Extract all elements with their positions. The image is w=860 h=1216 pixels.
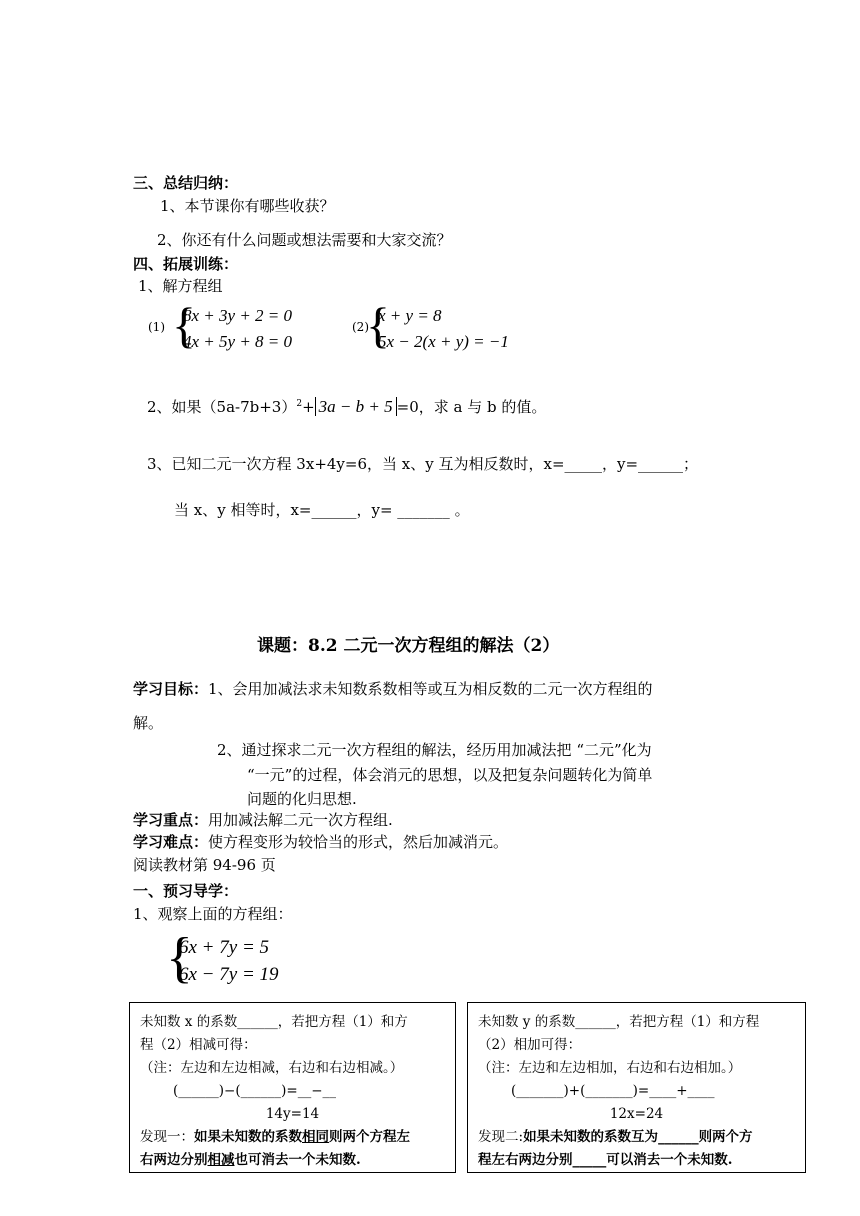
learning-focus-text: 用加减法解二元一次方程组. bbox=[208, 811, 393, 829]
addition-box-line-2: （2）相加可得： bbox=[478, 1037, 582, 1053]
addition-box-line-1 bbox=[478, 1011, 795, 1034]
discovery-2-blank-2[interactable]: _____ bbox=[572, 1152, 607, 1168]
system-2-eq1: x + y = 8 bbox=[378, 306, 442, 325]
subtraction-box-line-2: 程（2）相减可得： bbox=[140, 1037, 257, 1053]
subtraction-box bbox=[129, 1002, 456, 1173]
discovery-1-text-d: 也可消去一个未知数. bbox=[234, 1152, 361, 1168]
system-1-eq2: 4x + 5y + 8 = 0 bbox=[183, 332, 293, 351]
discovery-2-label: 发现二: bbox=[478, 1129, 524, 1145]
learning-difficulty bbox=[133, 833, 508, 851]
exercise-2 bbox=[147, 397, 546, 417]
subtraction-box-result: 14y=14 bbox=[265, 1106, 320, 1122]
discovery-1-underlined-2: 相减 bbox=[207, 1152, 235, 1168]
learning-goal-2-line-1: 2、通过探求二元一次方程组的解法，经历用加减法把 “二元”化为 bbox=[217, 741, 652, 759]
lesson-title: 课题：8.2 二元一次方程组的解法（2） bbox=[257, 636, 560, 656]
system-1-label: (1) bbox=[148, 320, 165, 334]
system-2-label: (2) bbox=[352, 320, 369, 334]
learning-goal-label: 学习目标： bbox=[133, 680, 209, 698]
discovery-2-text-b: 则两个方 bbox=[698, 1129, 753, 1145]
preview-heading: 一、预习导学： bbox=[133, 882, 239, 900]
observed-eq1: 6x + 7y = 5 bbox=[179, 937, 270, 958]
addition-box-text-a: 未知数 y 的系数 bbox=[478, 1014, 576, 1030]
learning-focus bbox=[133, 811, 393, 829]
addition-box-discovery-cont bbox=[478, 1149, 795, 1172]
system-2-brace: { bbox=[366, 297, 390, 353]
subtraction-box-formula[interactable]: (______)−(______)=__−__ bbox=[173, 1083, 337, 1099]
observed-eq2: 6x − 7y = 19 bbox=[179, 964, 279, 985]
exercise-2-text-b: =0，求 a 与 b 的值。 bbox=[396, 398, 547, 416]
observed-system-brace: { bbox=[166, 927, 193, 989]
subtraction-box-text-a: 未知数 x 的系数 bbox=[140, 1014, 238, 1030]
learning-focus-label: 学习重点： bbox=[133, 811, 209, 829]
subtraction-box-note: （注：左边和左边相减，右边和右边相减。） bbox=[140, 1060, 404, 1076]
exercise-2-exponent: 2 bbox=[296, 399, 303, 409]
discovery-2-text-d: 可以消去一个未知数. bbox=[606, 1152, 733, 1168]
learning-goal-1 bbox=[133, 680, 653, 698]
subtraction-box-blank[interactable]: ______ bbox=[237, 1014, 278, 1030]
exercise-3-line-1: 3、已知二元一次方程 3x+4y=6，当 x、y 互为相反数时，x=_____，y=______； bbox=[147, 455, 699, 473]
reading-assignment: 阅读教材第 94-96 页 bbox=[133, 856, 276, 874]
discovery-2-blank[interactable]: ______ bbox=[658, 1129, 699, 1145]
subtraction-box-line-1 bbox=[140, 1011, 445, 1034]
addition-box-formula[interactable]: (_______)+(_______)=____+____ bbox=[511, 1083, 715, 1099]
addition-box-result: 12x=24 bbox=[609, 1106, 664, 1122]
learning-goal-2-line-2: “一元”的过程，体会消元的思想，以及把复杂问题转化为简单 bbox=[247, 766, 653, 784]
learning-difficulty-text: 使方程变形为较恰当的形式，然后加减消元。 bbox=[208, 833, 509, 851]
exercise-2-absolute: 3a − b + 5 bbox=[315, 397, 397, 416]
discovery-2-text-c: 程左右两边分别 bbox=[478, 1152, 573, 1168]
system-2-eq2: 5x − 2(x + y) = −1 bbox=[378, 332, 509, 351]
discovery-1-label: 发现一： bbox=[140, 1129, 194, 1145]
subtraction-box-discovery-cont bbox=[140, 1149, 445, 1172]
addition-box-blank[interactable]: ______ bbox=[575, 1014, 616, 1030]
addition-box-note: （注：左边和左边相加，右边和右边相加。） bbox=[478, 1060, 742, 1076]
discovery-2-text-a: 如果未知数的系数互为 bbox=[523, 1129, 659, 1145]
learning-goal-2-line-3: 问题的化归思想. bbox=[247, 790, 357, 808]
discovery-1-text-a: 如果未知数的系数 bbox=[194, 1129, 302, 1145]
observe-instruction: 1、观察上面的方程组： bbox=[133, 905, 293, 923]
subtraction-box-discovery bbox=[140, 1126, 445, 1149]
learning-goal-1-cont: 解。 bbox=[133, 714, 164, 732]
section-heading-extension: 四、拓展训练： bbox=[133, 255, 239, 273]
section-heading-summary: 三、总结归纳： bbox=[133, 174, 239, 192]
discovery-1-underlined: 相同 bbox=[302, 1129, 329, 1145]
discovery-1-text-c: 右两边分别 bbox=[140, 1152, 208, 1168]
learning-goal-1-text: 1、会用加减法求未知数系数相等或互为相反数的二元一次方程组的 bbox=[208, 680, 653, 698]
subtraction-box-text-b: ，若把方程（1）和方 bbox=[277, 1014, 408, 1030]
addition-box-text-b: ，若把方程（1）和方程 bbox=[615, 1014, 760, 1030]
system-1-brace: { bbox=[172, 297, 196, 353]
exercise-2-plus: + bbox=[302, 398, 315, 416]
exercise-1: 1、解方程组 bbox=[138, 277, 223, 295]
addition-box-discovery bbox=[478, 1126, 795, 1149]
exercise-3-line-2: 当 x、y 相等时，x=______，y= _______ 。 bbox=[174, 501, 470, 519]
addition-box bbox=[467, 1002, 806, 1173]
system-1-eq1: 8x + 3y + 2 = 0 bbox=[183, 306, 293, 325]
question-1: 1、本节课你有哪些收获？ bbox=[160, 197, 335, 215]
discovery-1-text-b: 则两个方程左 bbox=[329, 1129, 410, 1145]
question-2: 2、你还有什么问题或想法需要和大家交流？ bbox=[157, 231, 452, 249]
exercise-2-text-a: 2、如果（5a-7b+3） bbox=[147, 398, 297, 416]
learning-difficulty-label: 学习难点： bbox=[133, 833, 209, 851]
